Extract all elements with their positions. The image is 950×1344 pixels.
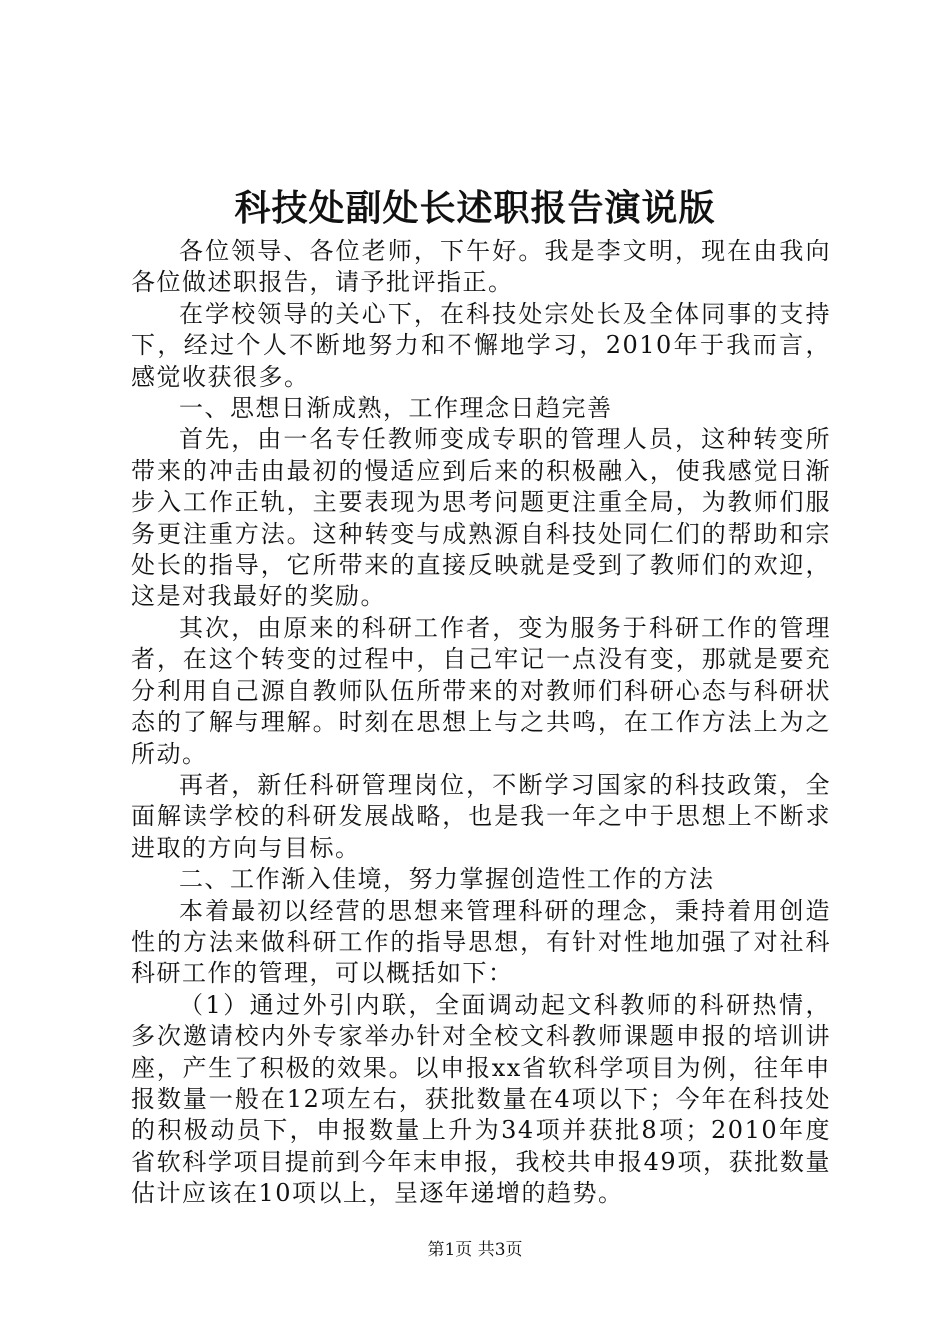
paragraph-greeting: 各位领导、各位老师，下午好。我是李文明，现在由我向各位做述职报告，请予批评指正。 xyxy=(131,237,831,297)
paragraph-second: 其次，由原来的科研工作者，变为服务于科研工作的管理者，在这个转变的过程中，自己牢记一点没有变，那就是要充分利用自己源自教师队伍所带来的对教师们科研心态与科研状态的了解与理解。时刻在思想上与之共鸣，在工作方法上为之所动。 xyxy=(131,613,831,768)
paragraph-third: 再者，新任科研管理岗位，不断学习国家的科技政策，全面解读学校的科研发展战略，也是我一年之中于思想上不断求进取的方向与目标。 xyxy=(131,770,831,862)
section-heading-2: 二、工作渐入佳境，努力掌握创造性工作的方法 xyxy=(179,865,715,894)
paragraph-method: 本着最初以经营的思想来管理科研的理念，秉持着用创造性的方法来做科研工作的指导思想，有针对性地加强了对社科科研工作的管理，可以概括如下： xyxy=(131,896,831,988)
paragraph-item-1: （1）通过外引内联，全面调动起文科教师的科研热情，多次邀请校内外专家举办针对全校文科教师课题申报的培训讲座，产生了积极的效果。以申报xx省软科学项目为例，往年申报数量一般在12项左右，获批数量在4项以下；今年在科技处的积极动员下，申报数量上升为34项并获批8项；2010年度省软科学项目提前到今年末申报，我校共申报49项，获批数量估计应该在10项以上，呈逐年递增的趋势。 xyxy=(131,990,831,1208)
page-footer: 第1页 共3页 xyxy=(427,1240,523,1260)
paragraph-intro: 在学校领导的关心下，在科技处宗处长及全体同事的支持下，经过个人不断地努力和不懈地学习，2010年于我而言，感觉收获很多。 xyxy=(131,299,831,391)
section-heading-1: 一、思想日渐成熟，工作理念日趋完善 xyxy=(179,394,613,423)
paragraph-first: 首先，由一名专任教师变成专职的管理人员，这种转变所带来的冲击由最初的慢适应到后来的积极融入，使我感觉日渐步入工作正轨，主要表现为思考问题更注重全局，为教师们服务更注重方法。这种转变与成熟源自科技处同仁们的帮助和宗处长的指导，它所带来的直接反映就是受到了教师们的欢迎，这是对我最好的奖励。 xyxy=(131,425,831,611)
document-title: 科技处副处长述职报告演说版 xyxy=(234,187,716,229)
document-body xyxy=(131,236,831,1210)
